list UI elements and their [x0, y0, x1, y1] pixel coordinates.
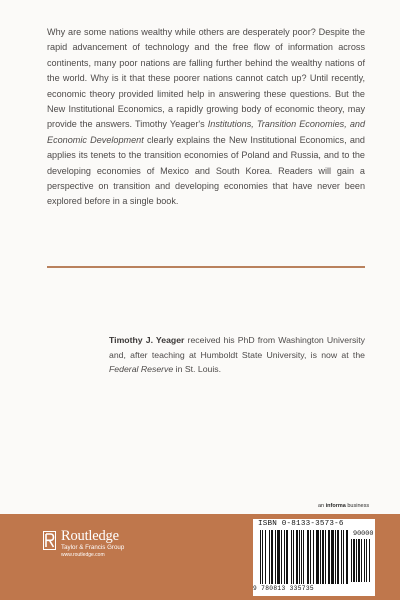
publisher-logo [43, 529, 124, 559]
barcode-bar [322, 530, 324, 584]
barcode-bar [346, 530, 348, 584]
barcode-bar [277, 530, 280, 584]
barcode-bar [307, 530, 309, 584]
ean-barcode [260, 530, 348, 584]
book-title: Institutions, Transition Economies, and Economic Development [47, 119, 365, 145]
author-name: Timothy J. Yeager [109, 335, 185, 345]
tagline-suffix: business [345, 503, 370, 509]
barcode-bar [301, 530, 302, 584]
informa-brand: informa [325, 503, 346, 509]
barcode-bar [325, 530, 326, 584]
routledge-r-logo-icon [43, 531, 56, 550]
barcode-bar [260, 530, 261, 584]
section-divider [47, 266, 365, 268]
barcode-bar [262, 530, 263, 584]
barcode-bar [296, 530, 298, 584]
barcode-bar [286, 530, 288, 584]
informa-tagline [318, 503, 369, 509]
bio-text-start: received his PhD from Washington University and, after teaching at Humboldt State University, is now at the [109, 335, 365, 360]
price-code: 90000 [353, 530, 374, 538]
barcode-bar [299, 530, 300, 584]
barcode-bar [303, 530, 304, 584]
isbn-number: ISBN 0-8133-3573-6 [258, 520, 344, 528]
author-bio [109, 333, 365, 377]
barcode-bar [265, 530, 266, 584]
description-text-end: clearly explains the New Institutional Economics, and applies its tenets to the transition economies of Poland and Russia, and to the developing economies of Mexico and South Korea. Readers will gain a perspective on transition and developing economies that have never been explored before in a single book. [47, 134, 365, 207]
bio-employer: Federal Reserve [109, 364, 174, 375]
barcode-bar [351, 539, 352, 582]
barcode-bar [313, 530, 314, 584]
book-description [47, 25, 365, 210]
barcode-bar [353, 539, 355, 582]
barcode-bar [356, 539, 357, 582]
publisher-url: www.routledge.com [61, 552, 105, 558]
description-text-start: Why are some nations wealthy while others are desperately poor? Despite the rapid advancement of technology and the free flow of information across continents, many poor nations are falling further behind the wealthy nations of the world. Why is it that these poorer nations cannot catch up? Until recently, economic theory provided limited help in answering these questions. But the New Institutional Economics, a rapidly growing body of economic theory, may provide the answers. Timothy Yeager's [47, 27, 365, 130]
barcode-bar [341, 530, 342, 584]
barcode-bar [275, 530, 276, 584]
barcode-bar [364, 539, 365, 582]
barcode-bar [271, 530, 273, 584]
barcode-bar [316, 530, 319, 584]
barcode-bar [328, 530, 330, 584]
price-addon-barcode [351, 539, 373, 582]
publisher-name: Routledge [61, 528, 119, 544]
barcode-bar [361, 539, 362, 582]
barcode-bar [343, 530, 344, 584]
tagline-prefix: an [318, 503, 326, 509]
bio-text-end: in St. Louis. [173, 364, 222, 375]
barcode-bar [337, 530, 339, 584]
barcode-bar [320, 530, 321, 584]
barcode-bar [293, 530, 294, 584]
barcode-bar [369, 539, 370, 582]
barcode-bar [358, 539, 360, 582]
barcode-bar [284, 530, 285, 584]
barcode-bar [291, 530, 292, 584]
barcode-bar [269, 530, 270, 584]
barcode-bar [335, 530, 336, 584]
barcode-bar [331, 530, 334, 584]
publisher-group: Taylor & Francis Group [61, 544, 125, 551]
barcode-bar [310, 530, 311, 584]
barcode-bar [366, 539, 367, 582]
barcode-bar [281, 530, 282, 584]
barcode-digits: 9 780813 335735 [253, 585, 314, 592]
